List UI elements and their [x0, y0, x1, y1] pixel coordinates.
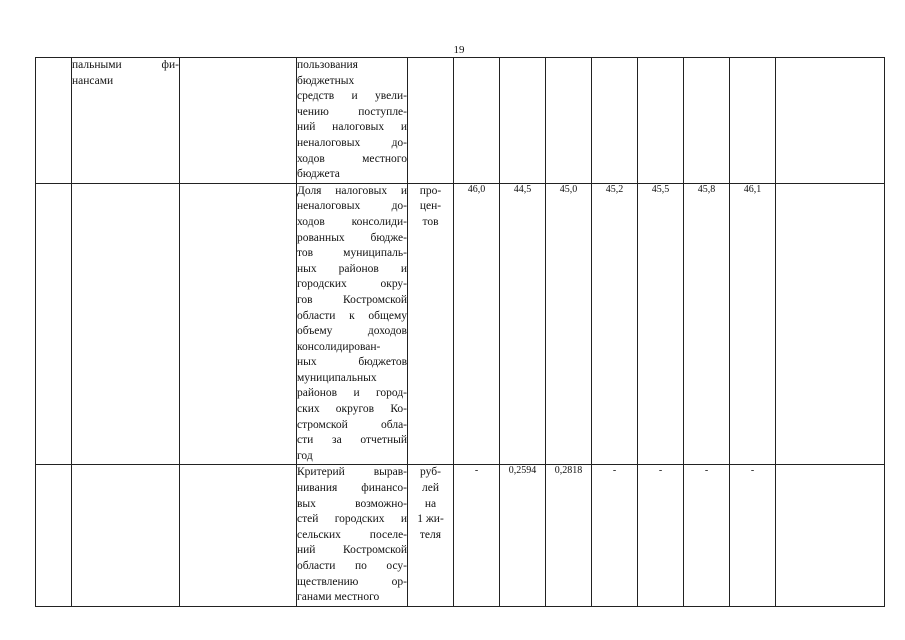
value-cell: [546, 58, 592, 184]
text-line: цен-: [419, 200, 442, 213]
index-cell: [36, 465, 72, 606]
text-line: области к общему: [297, 309, 407, 322]
text-line: ских округов Ко-: [297, 403, 407, 416]
text-line: ганами местного: [297, 591, 380, 604]
value-cell: [454, 58, 500, 184]
text-line: про-: [419, 184, 442, 197]
text-line: руб-: [420, 466, 441, 479]
value-cell: 46,1: [730, 183, 776, 465]
indicator-name-cell: [72, 58, 180, 184]
text-line: на: [424, 497, 437, 510]
text-line: пальными фи-: [72, 59, 179, 71]
unit-cell: [408, 465, 454, 606]
value-cell: 45,2: [592, 183, 638, 465]
text-line: бюджетных: [297, 74, 355, 87]
value-cell: -: [592, 465, 638, 606]
indicator-description-cell: [297, 183, 408, 465]
value-cell: [638, 58, 684, 184]
text-line: ний налоговых и: [297, 121, 407, 134]
value-cell: [500, 58, 546, 184]
indicator-table: [35, 57, 885, 607]
text-line: неналоговых до-: [297, 200, 407, 213]
text-line: консолидирован-: [297, 340, 381, 353]
text-line: тов: [422, 215, 439, 228]
value-cell: 45,0: [546, 183, 592, 465]
table-row: [36, 58, 885, 184]
text-line: сти за отчетный: [297, 434, 407, 447]
text-line: лей: [422, 482, 439, 495]
value-cell: -: [730, 465, 776, 606]
value-cell: 0,2818: [546, 465, 592, 606]
value-cell: [776, 58, 885, 184]
index-cell: [36, 58, 72, 184]
value-cell: [684, 58, 730, 184]
text-line: пользования: [297, 59, 358, 71]
text-line: области по осу-: [297, 560, 407, 572]
indicator-name-cell: [72, 465, 180, 606]
value-cell: -: [638, 465, 684, 606]
text-line: сельских поселе-: [297, 528, 407, 541]
unit-cell: [408, 58, 454, 184]
index-cell: [36, 183, 72, 465]
value-cell: [776, 465, 885, 606]
text-line: рованных бюдже-: [297, 231, 407, 244]
text-line: нивания финансо-: [297, 482, 407, 495]
text-line: Доля налоговых и: [297, 184, 407, 197]
text-line: стромской обла-: [297, 418, 407, 431]
text-line: ний Костромской: [297, 544, 407, 557]
text-line: ходов консолиди-: [297, 215, 407, 228]
text-line: 1 жи-: [417, 513, 444, 526]
indicator-description-cell: [297, 58, 408, 184]
text-line: гов Костромской: [297, 293, 407, 306]
value-cell: [730, 58, 776, 184]
table-row: [36, 183, 885, 465]
text-line: муниципальных: [297, 371, 377, 384]
empty-cell: [180, 58, 297, 184]
text-line: бюджета: [297, 168, 340, 181]
text-line: год: [297, 449, 313, 462]
value-cell: -: [684, 465, 730, 606]
text-line: средств и увели-: [297, 90, 407, 103]
text-line: ществлению ор-: [297, 575, 407, 588]
value-cell: -: [454, 465, 500, 606]
empty-cell: [180, 465, 297, 606]
text-line: вых возможно-: [297, 497, 407, 510]
text-line: объему доходов: [297, 325, 407, 338]
text-line: чению поступле-: [297, 105, 407, 118]
text-line: стей городских и: [297, 513, 407, 526]
text-line: неналоговых до-: [297, 136, 407, 149]
value-cell: 44,5: [500, 183, 546, 465]
text-line: Критерий вырав-: [297, 466, 407, 479]
value-cell: 45,5: [638, 183, 684, 465]
text-line: нансами: [72, 74, 114, 87]
value-cell: 0,2594: [500, 465, 546, 606]
value-cell: [776, 183, 885, 465]
indicator-name-cell: [72, 183, 180, 465]
text-line: тов муниципаль-: [297, 247, 407, 260]
page-number: 19: [453, 44, 465, 56]
unit-cell: [408, 183, 454, 465]
text-line: теля: [419, 528, 442, 541]
value-cell: 46,0: [454, 183, 500, 465]
text-line: ходов местного: [297, 152, 407, 165]
text-line: районов и город-: [297, 387, 407, 400]
value-cell: [592, 58, 638, 184]
text-line: городских окру-: [297, 278, 407, 291]
text-line: ных бюджетов: [297, 356, 407, 369]
indicator-description-cell: [297, 465, 408, 606]
text-line: ных районов и: [297, 262, 407, 275]
value-cell: 45,8: [684, 183, 730, 465]
table-row: [36, 465, 885, 606]
empty-cell: [180, 183, 297, 465]
